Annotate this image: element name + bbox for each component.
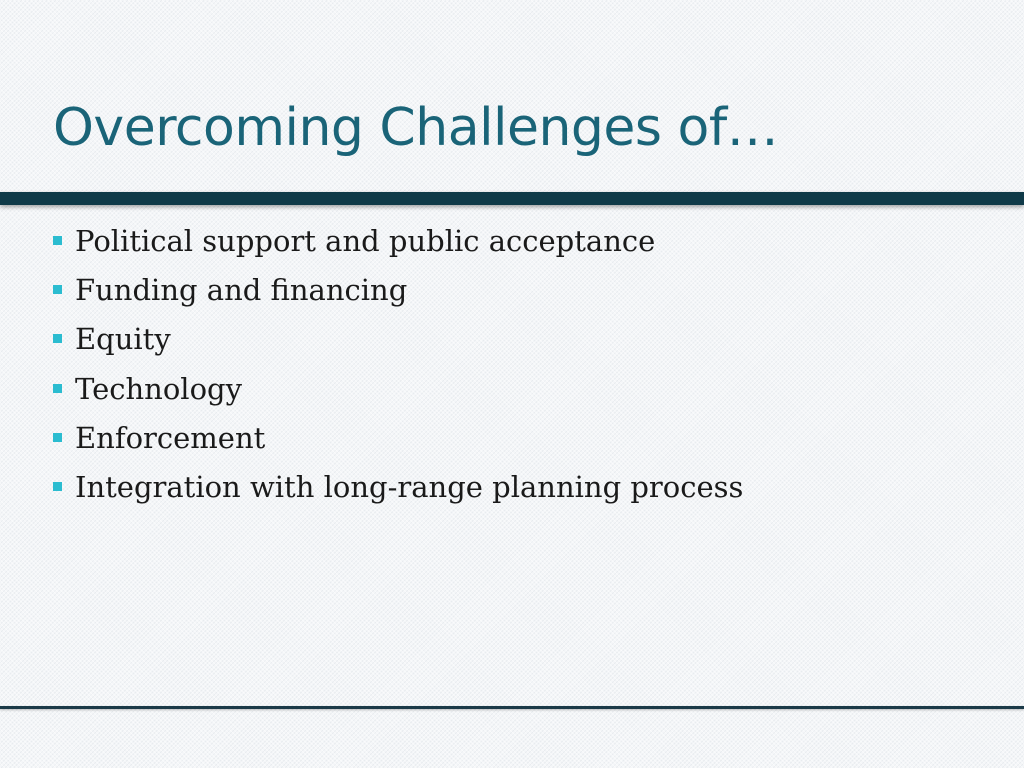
bullet-item bbox=[53, 220, 743, 269]
square-bullet-icon bbox=[53, 433, 62, 442]
square-bullet-icon bbox=[53, 236, 62, 245]
bullet-text: Equity bbox=[75, 322, 171, 357]
square-bullet-icon bbox=[53, 384, 62, 393]
footer-divider bbox=[0, 706, 1024, 709]
square-bullet-icon bbox=[53, 482, 62, 491]
bullet-item bbox=[53, 269, 743, 318]
bullet-item bbox=[53, 417, 743, 466]
bullet-text: Technology bbox=[75, 371, 242, 406]
bullet-item bbox=[53, 368, 743, 417]
title-divider bbox=[0, 192, 1024, 205]
slide-title: Overcoming Challenges of… bbox=[53, 98, 779, 158]
bullet-text: Political support and public acceptance bbox=[75, 224, 656, 258]
bullet-text: Integration with long-range planning process bbox=[75, 469, 744, 504]
square-bullet-icon bbox=[53, 285, 62, 294]
bullet-text: Funding and financing bbox=[75, 273, 408, 308]
bullet-list bbox=[53, 220, 743, 515]
bullet-item bbox=[53, 318, 743, 367]
bullet-item bbox=[53, 466, 743, 515]
square-bullet-icon bbox=[53, 334, 62, 343]
bullet-text: Enforcement bbox=[75, 420, 266, 455]
